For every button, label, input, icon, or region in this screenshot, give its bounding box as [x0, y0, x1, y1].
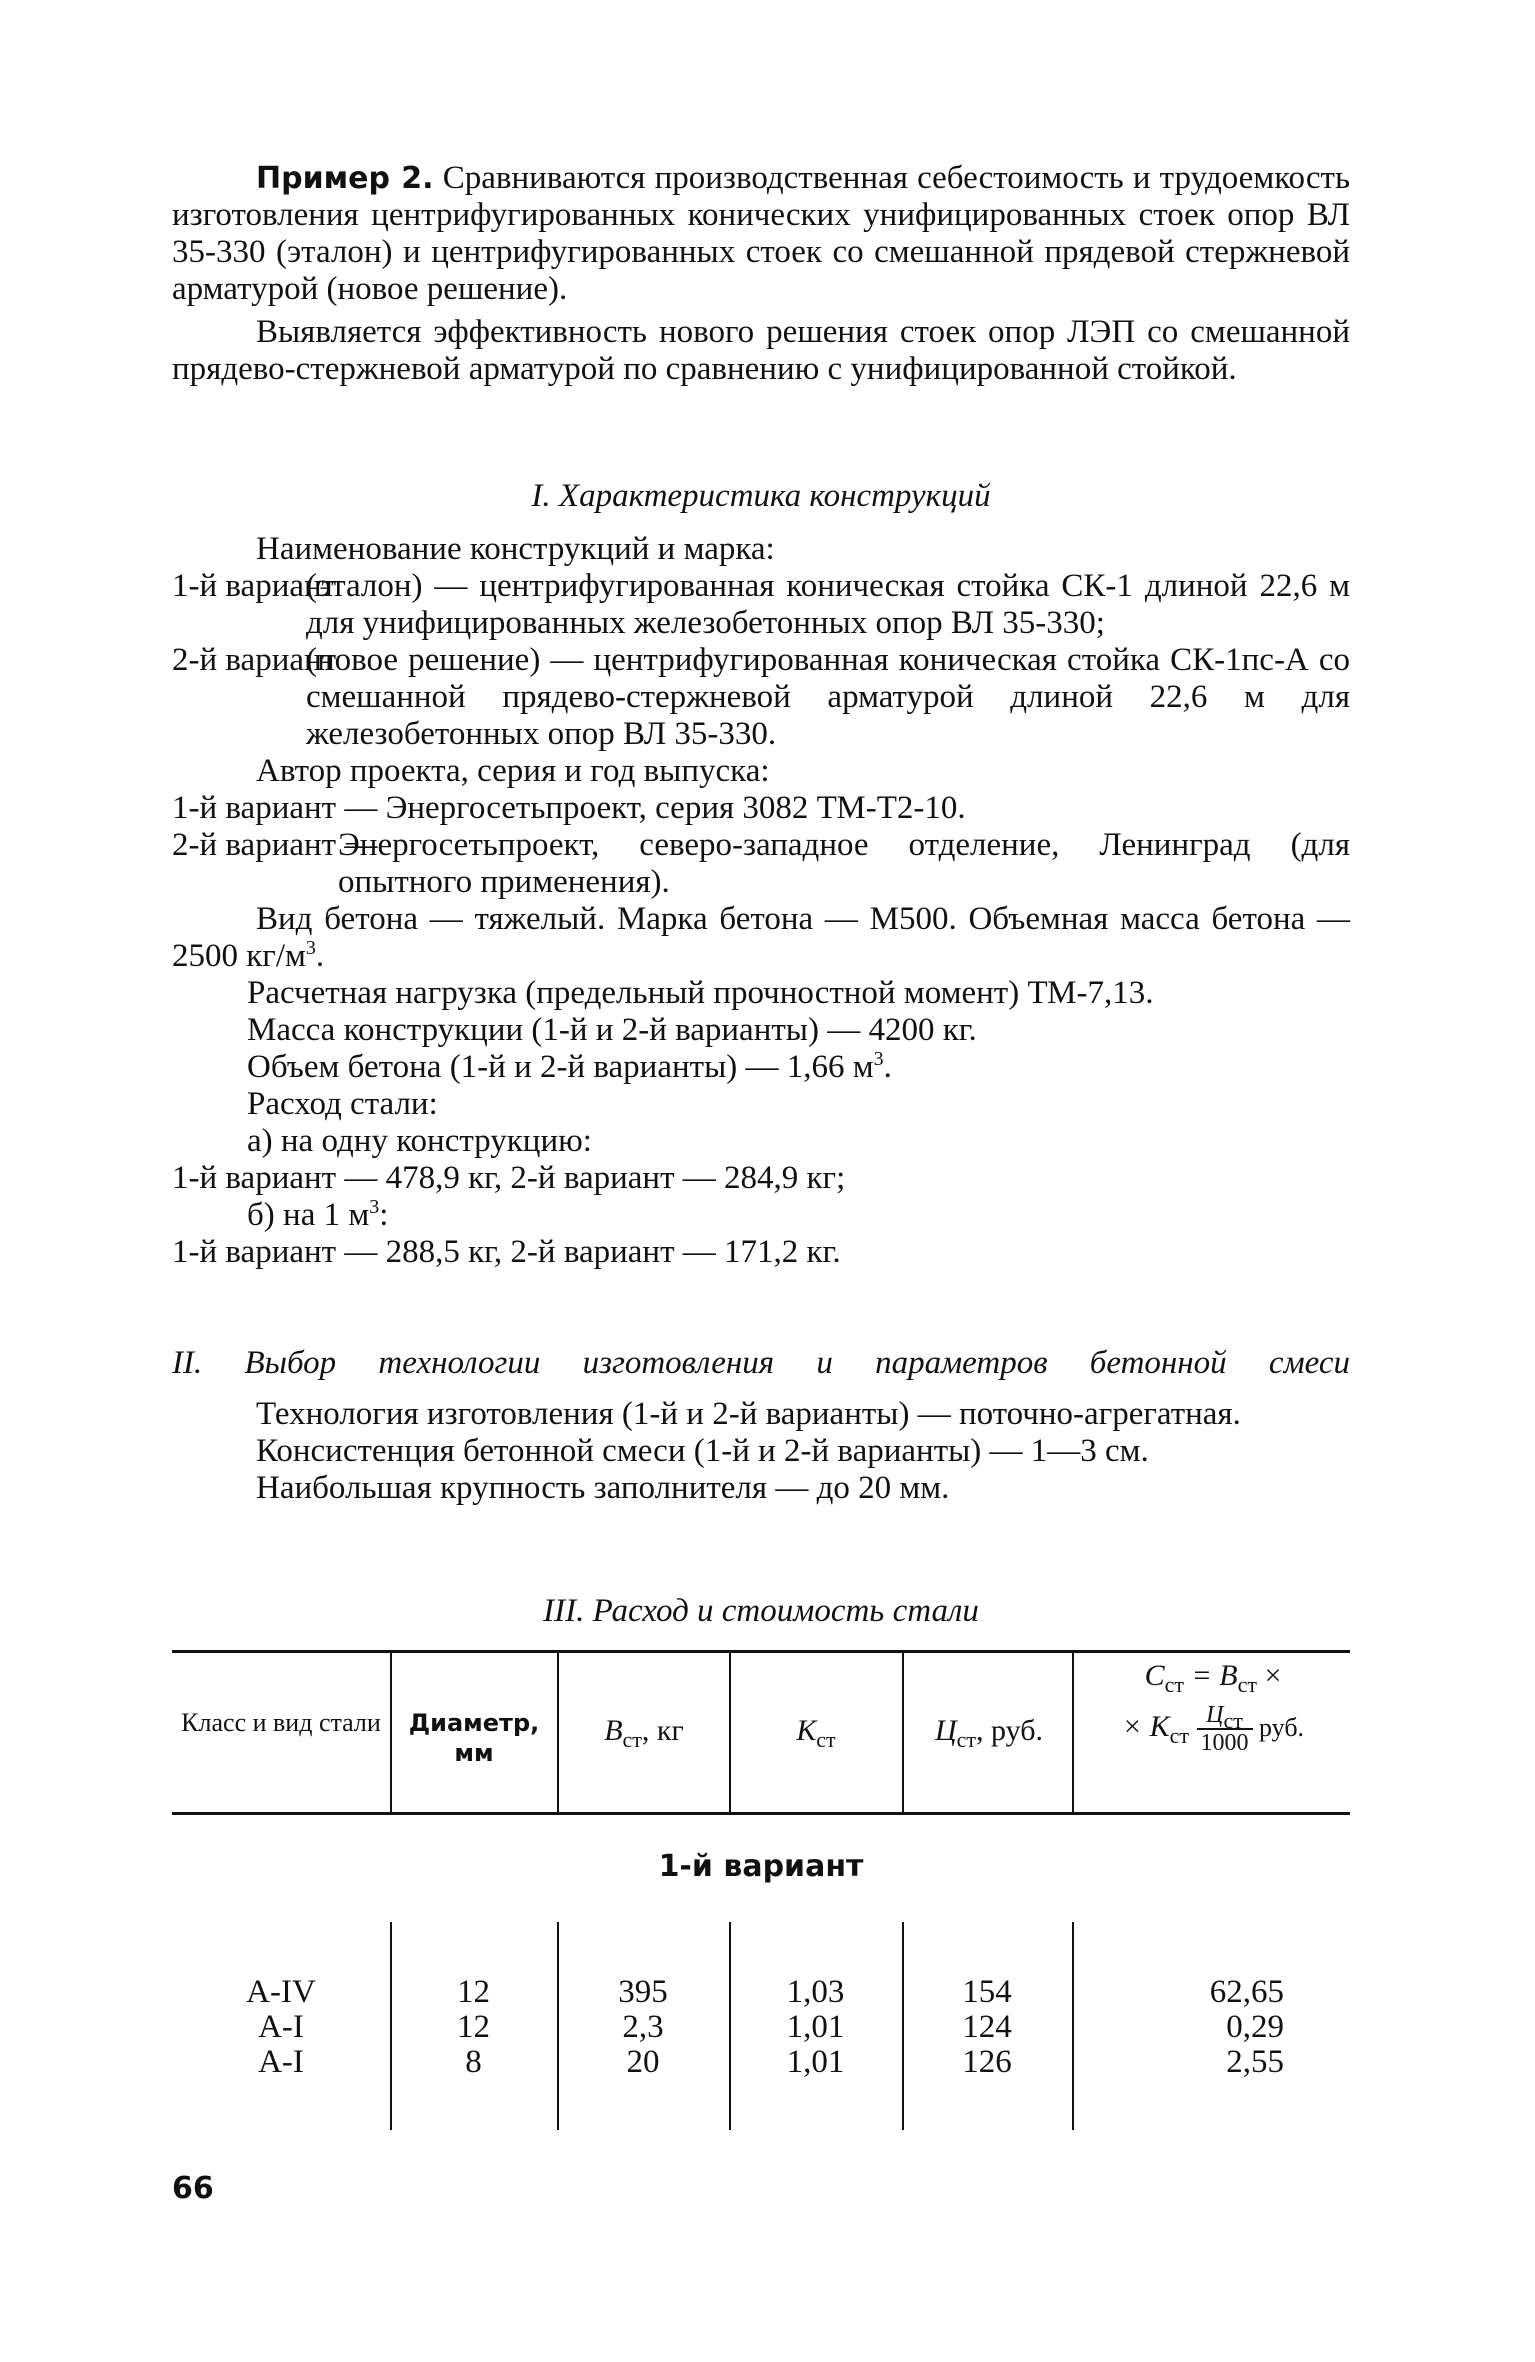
- group-title: [172, 1848, 1350, 1885]
- group-title-text: 1-й вариант: [658, 1849, 864, 1884]
- steel-b-text: б) на 1 м: [247, 1197, 370, 1233]
- table-cell: 1,01: [786, 2009, 845, 2045]
- header-divider: [557, 1650, 559, 1812]
- table-cell: 154: [962, 1974, 1012, 2010]
- section-1: [172, 478, 1350, 1271]
- steel-title: Расход стали:: [247, 1086, 438, 1122]
- formula-eq: = В: [1184, 1659, 1238, 1692]
- table-cell: 1,01: [786, 2044, 845, 2080]
- sup-3b: 3: [873, 1048, 884, 1070]
- section-2: [172, 1345, 1350, 1507]
- header-c-unit: , руб.: [976, 1714, 1044, 1747]
- steel-b: [172, 1197, 1350, 1234]
- formula-times: ×: [1256, 1659, 1282, 1692]
- author-1: 1-й вариант — Энергосетьпроект, серия 3082 ТМ-Т2-10.: [172, 790, 966, 826]
- variant-2-item: [172, 642, 1350, 753]
- author-2-label: 2-й вариант —: [172, 827, 378, 863]
- table-cell: A-I: [258, 2044, 304, 2080]
- header-divider: [1072, 1650, 1074, 1812]
- concrete-type-text: Вид бетона — тяжелый. Марка бетона — М500. Объемная масса бетона — 2500 кг/м: [172, 901, 1350, 974]
- header-class: Класс и вид стали: [181, 1708, 381, 1737]
- dot-b: .: [883, 1049, 892, 1085]
- formula-num-sub: ст: [1223, 1707, 1243, 1733]
- page-number: 66: [172, 2171, 214, 2206]
- col-c: [902, 1975, 1072, 2080]
- intro-paragraph-2: Выявляется эффективность нового решения стоек опор ЛЭП со смешанной прядево-стержневой арматурой по сравнению с унифицированной стойкой.: [172, 314, 1350, 387]
- formula-num-symbol: Ц: [1206, 1702, 1224, 1728]
- formula-k: × К: [1121, 1709, 1170, 1743]
- formula-sub-2: ст: [1237, 1672, 1257, 1697]
- aggregate-line: Наибольшая крупность заполнителя — до 20 мм.: [256, 1470, 950, 1506]
- variant-1-item: [172, 568, 1350, 642]
- section-2-heading: II. Выбор технологии изготовления и параметров бетонной смеси: [172, 1345, 1350, 1381]
- steel-a-values: 1-й вариант — 478,9 кг, 2-й вариант — 284,9 кг;: [172, 1160, 846, 1196]
- header-divider: [390, 1650, 392, 1812]
- formula-sub-3: ст: [1169, 1722, 1189, 1748]
- author-title: Автор проекта, серия и год выпуска:: [256, 753, 770, 789]
- table-cell: 2,55: [1226, 2044, 1284, 2080]
- load-line: Расчетная нагрузка (предельный прочностной момент) ТМ-7,13.: [247, 975, 1154, 1011]
- formula-c: С: [1144, 1659, 1165, 1692]
- col-b: [557, 1975, 729, 2080]
- header-diameter: Диаметр, мм: [408, 1709, 540, 1767]
- header-c: [906, 1714, 1072, 1752]
- col-diameter: [390, 1975, 557, 2080]
- steel-b-values: 1-й вариант — 288,5 кг, 2-й вариант — 171,2 кг.: [172, 1234, 841, 1270]
- col-sum: [1072, 1975, 1284, 2080]
- table-cell: 1,03: [786, 1974, 845, 2010]
- header-k: [733, 1714, 899, 1752]
- formula-line-1: [1076, 1658, 1350, 1697]
- section-3: [172, 1593, 1350, 1630]
- formula-denominator: 1000: [1200, 1730, 1249, 1756]
- section-1-heading: I. Характеристика конструкций: [531, 478, 991, 514]
- header-divider: [902, 1650, 904, 1812]
- example-label: Пример 2.: [256, 161, 434, 196]
- table-top-rule: [172, 1650, 1350, 1653]
- consistency-line: Консистенция бетонной смеси (1-й и 2-й варианты) — 1—3 см.: [256, 1433, 1149, 1469]
- dot: .: [315, 938, 325, 974]
- table-cell: 126: [962, 2044, 1012, 2080]
- header-b-symbol: В: [604, 1714, 623, 1747]
- header-c-sub: ст: [956, 1727, 977, 1752]
- name-title: Наименование конструкций и марка:: [256, 531, 775, 567]
- sup-3c: 3: [369, 1196, 380, 1218]
- header-b: [561, 1714, 727, 1752]
- formula-fraction: [1197, 1702, 1253, 1756]
- colon: :: [379, 1197, 389, 1233]
- table-cell: A-IV: [246, 1974, 316, 2010]
- intro-text: Сравниваются производственная себестоимость и трудоемкость изготовления центрифугированных конических унифицированных стоек опор ВЛ 35-330 (эталон) и центрифугированных стоек со смешанной прядевой стержневой арматурой (новое решение).: [172, 160, 1350, 307]
- volume-text: Объем бетона (1-й и 2-й варианты) — 1,66 м: [247, 1049, 874, 1085]
- mass-line: Масса конструкции (1-й и 2-й варианты) — 4200 кг.: [247, 1012, 977, 1048]
- table-cell: 20: [626, 2044, 660, 2080]
- table-cell: 2,3: [622, 2009, 664, 2045]
- formula-numerator: [1197, 1702, 1253, 1733]
- technology-line: Технология изготовления (1-й и 2-й варианты) — поточно-агрегатная.: [256, 1396, 1241, 1432]
- header-b-sub: ст: [622, 1727, 642, 1752]
- table-cell: 0,29: [1226, 2009, 1284, 2045]
- formula-sub-1: ст: [1164, 1672, 1184, 1697]
- header-b-unit: , кг: [641, 1714, 684, 1747]
- table-cell: 62,65: [1209, 1974, 1284, 2010]
- col-k: [729, 1975, 902, 2080]
- header-divider: [729, 1650, 731, 1812]
- variant-1-text: (эталон) — центрифугированная коническая стойка СК-1 длиной 22,6 м для унифицированных железобетонных опор ВЛ 35-330;: [306, 568, 1350, 641]
- concrete-type: [172, 901, 1350, 975]
- steel-table: [172, 1650, 1350, 2130]
- author-2-item: [172, 827, 1350, 901]
- formula-unit: руб.: [1252, 1712, 1305, 1742]
- variant-2-label: 2-й вариант: [172, 642, 337, 678]
- table-cell: A-I: [258, 2009, 304, 2045]
- header-formula: [1076, 1658, 1350, 1756]
- header-k-symbol: К: [796, 1714, 817, 1747]
- variant-1-label: 1-й вариант: [172, 568, 337, 604]
- intro-paragraph: [172, 160, 1350, 308]
- table-header-rule: [172, 1812, 1350, 1815]
- table-cell: 395: [618, 1974, 668, 2010]
- col-class: [172, 1975, 390, 2080]
- header-c-symbol: Ц: [934, 1714, 957, 1747]
- intro-section: [172, 160, 1350, 388]
- table-cell: 12: [457, 1974, 490, 2010]
- table-cell: 8: [465, 2044, 482, 2080]
- section-3-heading: III. Расход и стоимость стали: [543, 1593, 979, 1629]
- header-k-sub: ст: [816, 1727, 836, 1752]
- variant-2-text: (новое решение) — центрифугированная коническая стойка СК-1пс-А со смешанной прядево-стержневой арматурой длиной 22,6 м для железобетонных опор ВЛ 35-330.: [306, 642, 1350, 752]
- author-2-text: Энергосетьпроект, северо-западное отделение, Ленинград (для опытного применения).: [338, 827, 1350, 900]
- sup-3: 3: [305, 937, 316, 959]
- formula-line-2: [1076, 1702, 1350, 1756]
- table-cell: 124: [962, 2009, 1012, 2045]
- steel-a: а) на одну конструкцию:: [247, 1123, 592, 1159]
- volume-line: [172, 1049, 1350, 1086]
- table-cell: 12: [457, 2009, 490, 2045]
